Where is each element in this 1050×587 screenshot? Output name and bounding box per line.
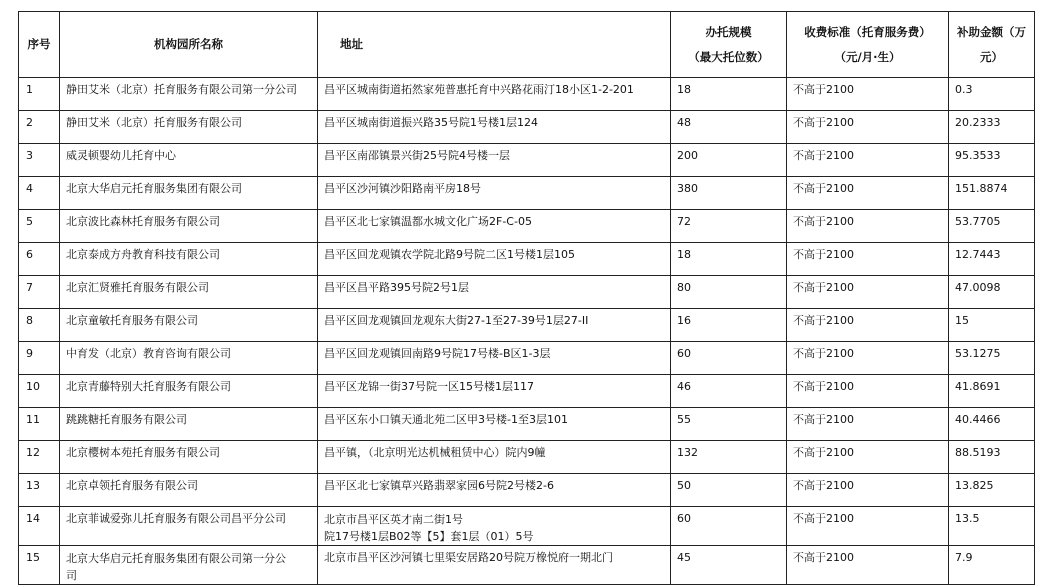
cell-fee: 不高于2100 (787, 78, 949, 111)
cell-fee: 不高于2100 (787, 144, 949, 177)
cell-subsidy: 53.7705 (949, 210, 1035, 243)
cell-index: 9 (19, 342, 60, 375)
cell-name: 静田艾米（北京）托育服务有限公司第一分公司 (60, 78, 318, 111)
cell-fee: 不高于2100 (787, 507, 949, 546)
cell-address: 昌平区城南街道振兴路35号院1号楼1层124 (318, 111, 671, 144)
table-row (19, 375, 1035, 408)
cell-capacity: 200 (671, 144, 787, 177)
cell-subsidy: 95.3533 (949, 144, 1035, 177)
cell-fee: 不高于2100 (787, 546, 949, 585)
cell-capacity: 380 (671, 177, 787, 210)
cell-name: 北京卓领托育服务有限公司 (60, 474, 318, 507)
cell-address: 昌平区沙河镇沙阳路南平房18号 (318, 177, 671, 210)
header-address: 地址 (318, 12, 671, 78)
cell-name: 北京汇贤雅托育服务有限公司 (60, 276, 318, 309)
cell-address: 昌平区回龙观镇回南路9号院17号楼-B区1-3层 (318, 342, 671, 375)
table-row (19, 210, 1035, 243)
cell-fee: 不高于2100 (787, 177, 949, 210)
cell-address: 昌平区回龙观镇农学院北路9号院二区1号楼1层105 (318, 243, 671, 276)
cell-name: 跳跳糖托育服务有限公司 (60, 408, 318, 441)
cell-subsidy: 41.8691 (949, 375, 1035, 408)
cell-subsidy: 40.4466 (949, 408, 1035, 441)
header-index: 序号 (19, 12, 60, 78)
cell-capacity: 48 (671, 111, 787, 144)
cell-fee: 不高于2100 (787, 309, 949, 342)
cell-subsidy: 13.825 (949, 474, 1035, 507)
cell-name: 北京菲诚爱弥儿托育服务有限公司昌平分公司 (60, 507, 318, 546)
cell-capacity: 132 (671, 441, 787, 474)
cell-subsidy: 20.2333 (949, 111, 1035, 144)
cell-subsidy: 15 (949, 309, 1035, 342)
cell-subsidy: 47.0098 (949, 276, 1035, 309)
cell-name: 北京樱树本苑托育服务有限公司 (60, 441, 318, 474)
table-row (19, 474, 1035, 507)
table-row (19, 441, 1035, 474)
cell-fee: 不高于2100 (787, 375, 949, 408)
cell-name: 中育发（北京）教育咨询有限公司 (60, 342, 318, 375)
header-capacity: 办托规模 （最大托位数） (671, 12, 787, 78)
cell-capacity: 72 (671, 210, 787, 243)
cell-address: 昌平镇，（北京明光达机械租赁中心）院内9幢 (318, 441, 671, 474)
cell-fee: 不高于2100 (787, 210, 949, 243)
cell-index: 13 (19, 474, 60, 507)
cell-subsidy: 0.3 (949, 78, 1035, 111)
cell-index: 1 (19, 78, 60, 111)
table-row (19, 111, 1035, 144)
table-row (19, 144, 1035, 177)
cell-address: 昌平区昌平路395号院2号1层 (318, 276, 671, 309)
cell-index: 7 (19, 276, 60, 309)
header-subsidy: 补助金额（万 元） (949, 12, 1035, 78)
header-row (19, 12, 1035, 78)
cell-name: 北京波比森林托育服务有限公司 (60, 210, 318, 243)
cell-index: 11 (19, 408, 60, 441)
cell-subsidy: 12.7443 (949, 243, 1035, 276)
cell-fee: 不高于2100 (787, 243, 949, 276)
cell-name: 北京大华启元托育服务集团有限公司第一分公 司 (60, 546, 318, 585)
cell-address: 北京市昌平区英才南二街1号 院17号楼1层B02等【5】套1层（01）5号 (318, 507, 671, 546)
cell-fee: 不高于2100 (787, 342, 949, 375)
cell-capacity: 16 (671, 309, 787, 342)
cell-address: 昌平区龙锦一街37号院一区15号楼1层117 (318, 375, 671, 408)
cell-index: 15 (19, 546, 60, 585)
cell-capacity: 46 (671, 375, 787, 408)
table-row (19, 177, 1035, 210)
cell-fee: 不高于2100 (787, 408, 949, 441)
cell-fee: 不高于2100 (787, 441, 949, 474)
table-row (19, 78, 1035, 111)
cell-address: 昌平区北七家镇温都水城文化广场2F-C-05 (318, 210, 671, 243)
cell-capacity: 60 (671, 507, 787, 546)
cell-subsidy: 13.5 (949, 507, 1035, 546)
table-row (19, 546, 1035, 585)
cell-capacity: 80 (671, 276, 787, 309)
cell-index: 3 (19, 144, 60, 177)
cell-name: 北京泰成方舟教育科技有限公司 (60, 243, 318, 276)
cell-index: 2 (19, 111, 60, 144)
cell-capacity: 18 (671, 78, 787, 111)
cell-index: 12 (19, 441, 60, 474)
cell-index: 6 (19, 243, 60, 276)
cell-address: 昌平区南邵镇景兴街25号院4号楼一层 (318, 144, 671, 177)
table-row (19, 408, 1035, 441)
cell-subsidy: 7.9 (949, 546, 1035, 585)
header-fee: 收费标准（托育服务费） （元/月·生） (787, 12, 949, 78)
table-row (19, 507, 1035, 546)
cell-fee: 不高于2100 (787, 276, 949, 309)
cell-subsidy: 151.8874 (949, 177, 1035, 210)
cell-name: 静田艾米（北京）托育服务有限公司 (60, 111, 318, 144)
cell-capacity: 50 (671, 474, 787, 507)
cell-index: 4 (19, 177, 60, 210)
cell-address: 昌平区城南街道拓然家苑普惠托育中兴路花雨汀18小区1-2-201 (318, 78, 671, 111)
cell-name: 威灵顿婴幼儿托育中心 (60, 144, 318, 177)
cell-subsidy: 53.1275 (949, 342, 1035, 375)
cell-capacity: 45 (671, 546, 787, 585)
cell-address: 昌平区北七家镇草兴路翡翠家园6号院2号楼2-6 (318, 474, 671, 507)
subsidy-table (18, 11, 1035, 585)
header-name: 机构园所名称 (60, 12, 318, 78)
cell-name: 北京青藤特别大托育服务有限公司 (60, 375, 318, 408)
cell-address: 昌平区东小口镇天通北苑二区甲3号楼-1至3层101 (318, 408, 671, 441)
cell-fee: 不高于2100 (787, 111, 949, 144)
table-row (19, 342, 1035, 375)
cell-fee: 不高于2100 (787, 474, 949, 507)
cell-index: 14 (19, 507, 60, 546)
table-row (19, 243, 1035, 276)
table-row (19, 276, 1035, 309)
cell-capacity: 18 (671, 243, 787, 276)
cell-index: 8 (19, 309, 60, 342)
cell-subsidy: 88.5193 (949, 441, 1035, 474)
cell-address: 北京市昌平区沙河镇七里渠安居路20号院万橡悦府一期北门 (318, 546, 671, 585)
cell-address: 昌平区回龙观镇回龙观东大街27-1至27-39号1层27-II (318, 309, 671, 342)
cell-capacity: 60 (671, 342, 787, 375)
cell-capacity: 55 (671, 408, 787, 441)
cell-index: 10 (19, 375, 60, 408)
cell-index: 5 (19, 210, 60, 243)
table-row (19, 309, 1035, 342)
cell-name: 北京童敏托育服务有限公司 (60, 309, 318, 342)
cell-name: 北京大华启元托育服务集团有限公司 (60, 177, 318, 210)
